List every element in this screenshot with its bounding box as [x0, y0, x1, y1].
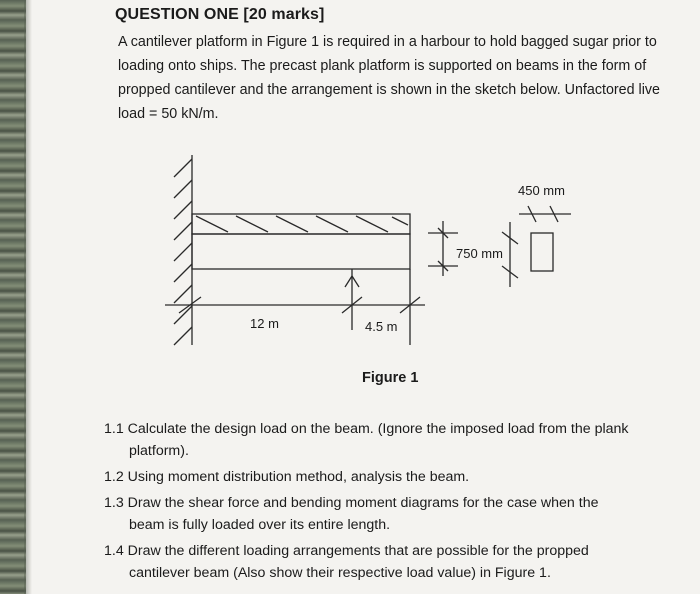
- question-text: 1.4 Draw the different loading arrangements that are possible for the propped: [104, 543, 589, 559]
- section-width-label: 450 mm: [518, 183, 565, 198]
- propped-cantilever-beam: [192, 234, 410, 269]
- question-text: 1.2 Using moment distribution method, analysis the beam.: [104, 469, 470, 485]
- question-text: 1.3 Draw the shear force and bending moment diagrams for the case when the: [104, 495, 599, 511]
- question-heading: QUESTION ONE [20 marks]: [115, 6, 325, 23]
- question-text-continued: beam is fully loaded over its entire length.: [129, 517, 391, 533]
- questions-list: [104, 418, 664, 588]
- beam-cross-section: [531, 233, 553, 271]
- question-item: [104, 492, 664, 536]
- question-text: 1.1 Calculate the design load on the beam. (Ignore the imposed load from the plank: [104, 421, 629, 437]
- figure-caption: Figure 1: [362, 370, 419, 386]
- intro-line: loading onto ships. The precast plank platform is supported on beams in the form of: [118, 58, 647, 74]
- wall-hatching: [174, 159, 192, 345]
- question-item: [104, 418, 664, 462]
- plank-hatching: [196, 216, 408, 232]
- question-item: [104, 466, 664, 488]
- intro-line: propped cantilever and the arrangement is shown in the sketch below. Unfactored live: [118, 82, 661, 98]
- question-text-continued: platform).: [129, 443, 189, 459]
- section-depth-label: 750 mm: [456, 246, 503, 261]
- intro-line: A cantilever platform in Figure 1 is required in a harbour to hold bagged sugar prior to: [118, 34, 657, 50]
- span-label-main: 12 m: [250, 316, 279, 331]
- span-label-cantilever: 4.5 m: [365, 319, 398, 334]
- intro-line: load = 50 kN/m.: [118, 106, 219, 122]
- question-item: [104, 540, 664, 584]
- question-text-continued: cantilever beam (Also show their respective load value) in Figure 1.: [129, 565, 551, 581]
